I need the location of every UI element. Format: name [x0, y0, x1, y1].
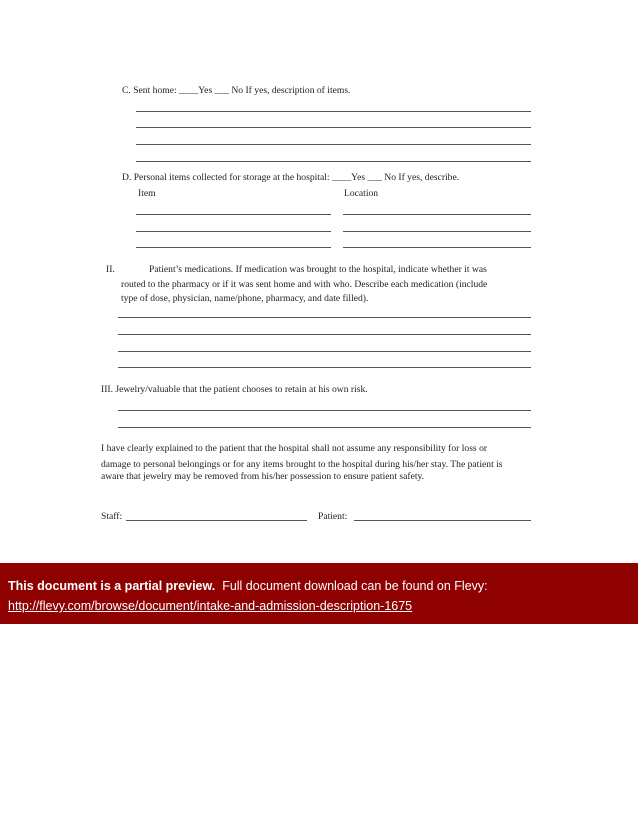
location-line-2[interactable] — [343, 231, 531, 232]
location-line-1[interactable] — [343, 214, 531, 215]
medication-line-1[interactable] — [118, 317, 531, 318]
patient-label: Patient: — [318, 511, 348, 522]
staff-signature-line[interactable] — [126, 520, 307, 521]
disclaimer-line-1: I have clearly explained to the patient that the hospital shall not assume any responsibility for loss or — [101, 443, 488, 454]
banner-bold-text: This document is a partial preview. — [8, 579, 216, 593]
section-iii-text: III. Jewelry/valuable that the patient chooses to retain at his own risk. — [101, 384, 368, 395]
medication-line-2[interactable] — [118, 334, 531, 335]
section-c-line-2[interactable] — [136, 127, 531, 128]
section-ii-line-1: Patient’s medications. If medication was brought to the hospital, indicate whether it was — [149, 264, 487, 275]
jewelry-line-2[interactable] — [118, 427, 531, 428]
disclaimer-line-3: aware that jewelry may be removed from his/her possession to ensure patient safety. — [101, 471, 425, 482]
preview-banner — [0, 563, 638, 624]
staff-label: Staff: — [101, 511, 123, 522]
item-line-1[interactable] — [136, 214, 331, 215]
medication-line-3[interactable] — [118, 351, 531, 352]
disclaimer-line-2: damage to personal belongings or for any items brought to the hospital during his/her stay. The patient is — [101, 459, 503, 470]
jewelry-line-1[interactable] — [118, 410, 531, 411]
item-line-2[interactable] — [136, 231, 331, 232]
item-column-label: Item — [138, 188, 156, 199]
location-column-label: Location — [344, 188, 379, 199]
banner-text: Full document download can be found on Flevy: — [222, 579, 488, 593]
location-line-3[interactable] — [343, 247, 531, 248]
section-ii-number: II. — [106, 264, 115, 275]
section-c-line-4[interactable] — [136, 161, 531, 162]
section-c-line-1[interactable] — [136, 111, 531, 112]
medication-line-4[interactable] — [118, 367, 531, 368]
banner-message — [8, 579, 488, 593]
item-line-3[interactable] — [136, 247, 331, 248]
section-ii-line-2: routed to the pharmacy or if it was sent home and with who. Describe each medication (include — [121, 279, 488, 290]
section-c-text: C. Sent home: ____Yes ___ No If yes, description of items. — [122, 85, 351, 96]
patient-signature-line[interactable] — [354, 520, 531, 521]
download-link[interactable]: http://flevy.com/browse/document/intake-and-admission-description-1675 — [8, 599, 413, 613]
section-ii-line-3: type of dose, physician, name/phone, pharmacy, and date filled). — [121, 293, 369, 304]
section-c-line-3[interactable] — [136, 144, 531, 145]
section-d-text: D. Personal items collected for storage at the hospital: ____Yes ___ No If yes, describe. — [122, 172, 460, 183]
